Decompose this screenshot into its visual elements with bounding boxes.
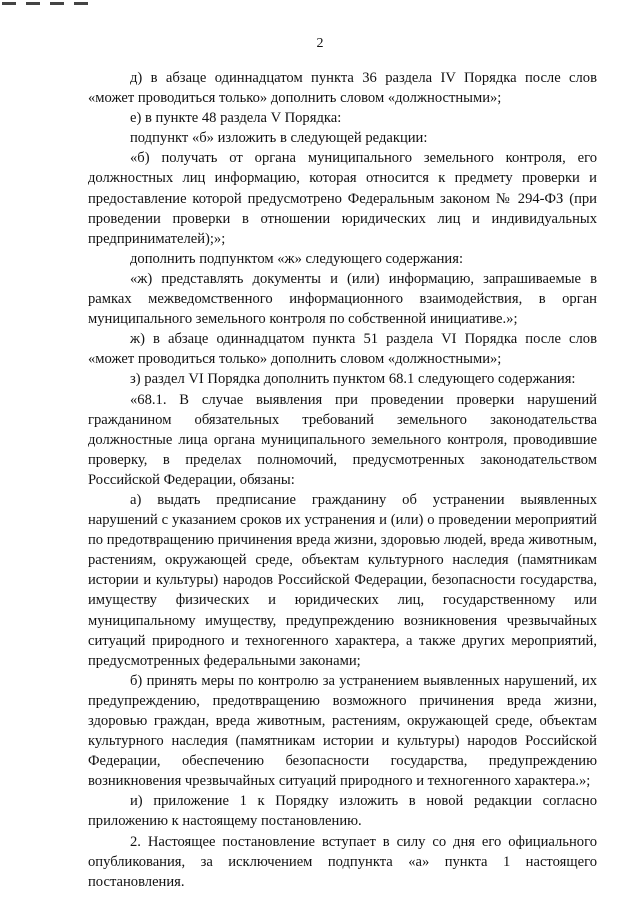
paragraph-i: и) приложение 1 к Порядку изложить в новой редакции согласно приложению к настоящему постановлению. (88, 793, 597, 830)
document-body (88, 68, 597, 892)
paragraph-e: е) в пункте 48 раздела V Порядка: (130, 110, 342, 127)
paragraph-z: з) раздел VI Порядка дополнить пунктом 68.1 следующего содержания: (130, 371, 576, 388)
paragraph-68-1: «68.1. В случае выявления при проведении проверки нарушений гражданином обязательных требований земельного законодательства должностные лица органа муниципального земельного контроля, проводившие проверку, в пределах полномочий, предусмотренных законодательством Российской Федерации, обязаны: (88, 391, 597, 488)
paragraph-zh: ж) в абзаце одиннадцатом пункта 51 раздела VI Порядка после слов «может проводиться только» дополнить словом «должностными»; (88, 331, 597, 368)
paragraph-e-subpoint-zh-text: «ж) представлять документы и (или) информацию, запрашиваемые в рамках межведомственного информационного взаимодействия, в орган муниципального земельного контроля по собственной инициативе.»; (88, 270, 597, 328)
scan-mark (50, 2, 64, 5)
paragraph-2: 2. Настоящее постановление вступает в силу со дня его официального опубликования, за исключением подпункта «а» пункта 1 настоящего постановления. (88, 833, 597, 890)
scan-edge-marks (0, 0, 88, 5)
paragraph-e-subpoint-b-text: «б) получать от органа муниципального земельного контроля, его должностных лиц информацию, которая относится к предмету проверки и предоставление которой предусмотрено Федеральным законом № 294-ФЗ (при проведении проверки в отношении юридических лиц и индивидуальных предпринимателей);»; (88, 150, 597, 247)
paragraph-68-1-b: б) принять меры по контролю за устранением выявленных нарушений, их предупреждению, предотвращению возможного причинения вреда жизни, здоровью граждан, вреда животным, растениям, окружающей среде, объектам культурного наследия (памятникам истории и культуры) народов Российской Федерации, обеспечению безопасности государства, предупреждению возникновения чрезвычайных ситуаций природного и техногенного характера.»; (88, 672, 597, 790)
page-number: 2 (316, 36, 324, 51)
paragraph-e-subpoint-zh-intro: дополнить подпунктом «ж» следующего содержания: (130, 250, 464, 267)
paragraph-68-1-a: а) выдать предписание гражданину об устранении выявленных нарушений с указанием сроков их устранения и (или) о проведении мероприятий по предотвращению причинения вреда жизни, здоровью людей, вреда животным, растениям, окружающей среде, объектам культурного наследия (памятникам истории и культуры) народов Российской Федерации, безопасности государства, имуществу физических и юридических лиц, государственному или муниципальному имуществу, предупреждению возникновения чрезвычайных ситуаций природного и техногенного характера, а также других мероприятий, предусмотренных федеральными законами; (88, 491, 597, 669)
paragraph-d: д) в абзаце одиннадцатом пункта 36 раздела IV Порядка после слов «может проводиться только» дополнить словом «должностными»; (88, 70, 597, 107)
scan-mark (74, 2, 88, 5)
scan-mark (26, 2, 40, 5)
paragraph-e-subpoint-b-intro: подпункт «б» изложить в следующей редакции: (130, 130, 428, 147)
scan-mark (2, 2, 16, 5)
